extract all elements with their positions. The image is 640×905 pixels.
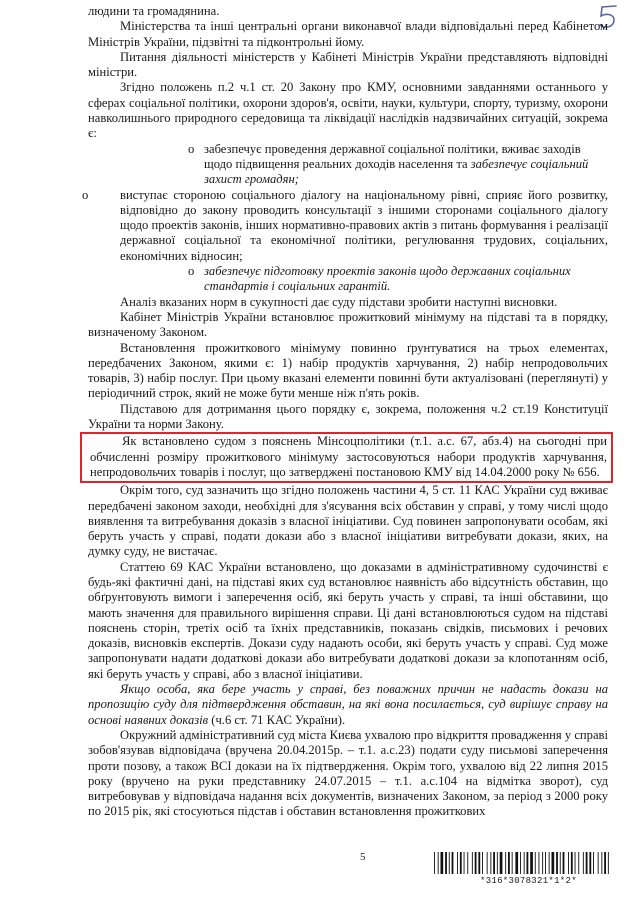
highlighted-paragraph-box xyxy=(80,432,613,483)
paragraph: Окружний адміністративний суд міста Києва ухвалою про відкриття провадження у справі зобов'язував відповідача (вручена 20.04.2015р. – т.1. а.с.23) подати суду письмові заперечення проти позову, а також ВСІ докази на їх підтвердження. Окрім того, ухвалою від 22 липня 2015 року (вручено на руки представнику 24.07.2015 – т.1. а.с.104 на відмітка зворот), суд витребовував у відповідача надання всіх документів, визначених Законом, за період з 2000 року по 2015 рік, які стосуються підстав і обставин встановлення прожиткових xyxy=(88,727,608,819)
paragraph: Підставою для дотримання цього порядку є, зокрема, положення ч.2 ст.19 Конституції України та норми Закону. xyxy=(88,401,608,432)
bullet-marker: o xyxy=(82,187,89,202)
paragraph: Згідно положень п.2 ч.1 ст. 20 Закону про КМУ, основними завданнями останнього у сферах соціальної політики, охорони здоров'я, освіти, науки, культури, спорту, туризму, охорони навколишнього природного середовища та ліквідації наслідків надзвичайних ситуацій, зокрема є: xyxy=(88,80,608,141)
bullet-text-normal: забезпечує проведення державної соціальної політики, вживає заходів щодо підвищення реальних доходів населення та xyxy=(204,141,581,171)
citation: (ч.6 ст. 71 КАС України). xyxy=(208,712,346,727)
barcode-text: *316*3078321*1*2* xyxy=(480,876,577,886)
paragraph: Питання діяльності міністерств у Кабінеті Міністрів України представляють відповідні міністри. xyxy=(88,49,608,80)
paragraph: Окрім того, суд зазначить що згідно положень частини 4, 5 ст. 11 КАС України суд вживає передбачені законом заходи, необхідні для з'ясування всіх обставин у справі, у тому числі щодо виявлення та витребування доказів з власної ініціативи. Суд повинен запропонувати особам, які беруть участь у справі, подати докази або з власної ініціативи витребувати докази, яких, на думку суду, не вистачає. xyxy=(88,483,608,559)
bullet-item xyxy=(188,264,608,295)
paragraph: Статтею 69 КАС України встановлено, що доказами в адміністративному судочинстві є будь-які фактичні дані, на підставі яких суд встановлює наявність або відсутність обставин, що обґрунтовують вимоги і заперечення осіб, які беруть участь у справі, та інші обставини, що мають значення для правильного вирішення справи. Ці дані встановлюються судом на підставі пояснень сторін, третіх осіб та їхніх представників, показань свідків, письмових і речових доказів, висновків експертів. Докази суду надають особи, які беруть участь у справі. Суд може запропонувати надати додаткові докази або витребувати додаткові докази за клопотанням осіб, які беруть участь у справі, або з власної ініціативи. xyxy=(88,559,608,681)
bullet-text: виступає стороною соціального діалогу на національному рівні, сприяє його розвитку, відповідно до закону проводить консультації з іншими сторонами соціального діалогу щодо проектів законів, інших нормативно-правових актів з питань формування і реалізації державної соціальної та економічної політики, регулювання трудових, соціальних, економічних відносин; xyxy=(120,187,608,263)
bullet-item xyxy=(188,142,608,188)
barcode xyxy=(434,852,610,874)
bullet-text-italic: забезпечує соціальний захист громадян; xyxy=(204,156,589,187)
paragraph: Встановлення прожиткового мінімуму повинно ґрунтуватися на трьох елементах, передбачених Законом, якими є: 1) набір продуктів харчування, 2) набір непродовольчих товарів, 3) набір послуг. При цьому вказані елементи повинні бути актуалізовані (переглянуті) у періодичний строк, який не може бути менше ніж п'ять років. xyxy=(88,340,608,401)
paragraph xyxy=(88,682,608,728)
bullet-text-italic: забезпечує підготовку проектів законів щодо державних соціальних стандартів і соціальних гарантій. xyxy=(204,264,571,294)
paragraph: Кабінет Міністрів України встановлює прожитковий мінімуму на підставі та в порядку, визначеному Законом. xyxy=(88,309,608,340)
italic-quote: Якщо особа, яка бере участь у справі, без поважних причин не надасть докази на пропозицію суду для підтвердження обставин, на які вона посилається, суд вирішує справу на основі наявних доказів xyxy=(88,682,608,727)
page-number: 5 xyxy=(360,851,366,863)
bullet-marker: o xyxy=(188,141,195,156)
bullet-item xyxy=(82,188,608,264)
bullet-marker: o xyxy=(188,264,195,279)
paragraph: людини та громадянина. xyxy=(88,4,220,18)
paragraph: Аналіз вказаних норм в сукупності дає суду підстави зробити наступні висновки. xyxy=(120,294,558,309)
highlighted-paragraph: Як встановлено судом з пояснень Мінсоцполітики (т.1. а.с. 67, абз.4) на сьогодні при обчисленні розміру прожиткового мінімуму застосовуються набори продуктів харчування, непродовольчих товарів і послуг, що затверджені постановою КМУ від 14.04.2000 року № 656. xyxy=(90,434,607,479)
paragraph: Міністерства та інші центральні органи виконавчої влади відповідальні перед Кабінетом Міністрів України, підзвітні та підконтрольні йому. xyxy=(88,19,608,49)
document-body xyxy=(82,4,608,820)
bullet-text xyxy=(204,142,608,188)
